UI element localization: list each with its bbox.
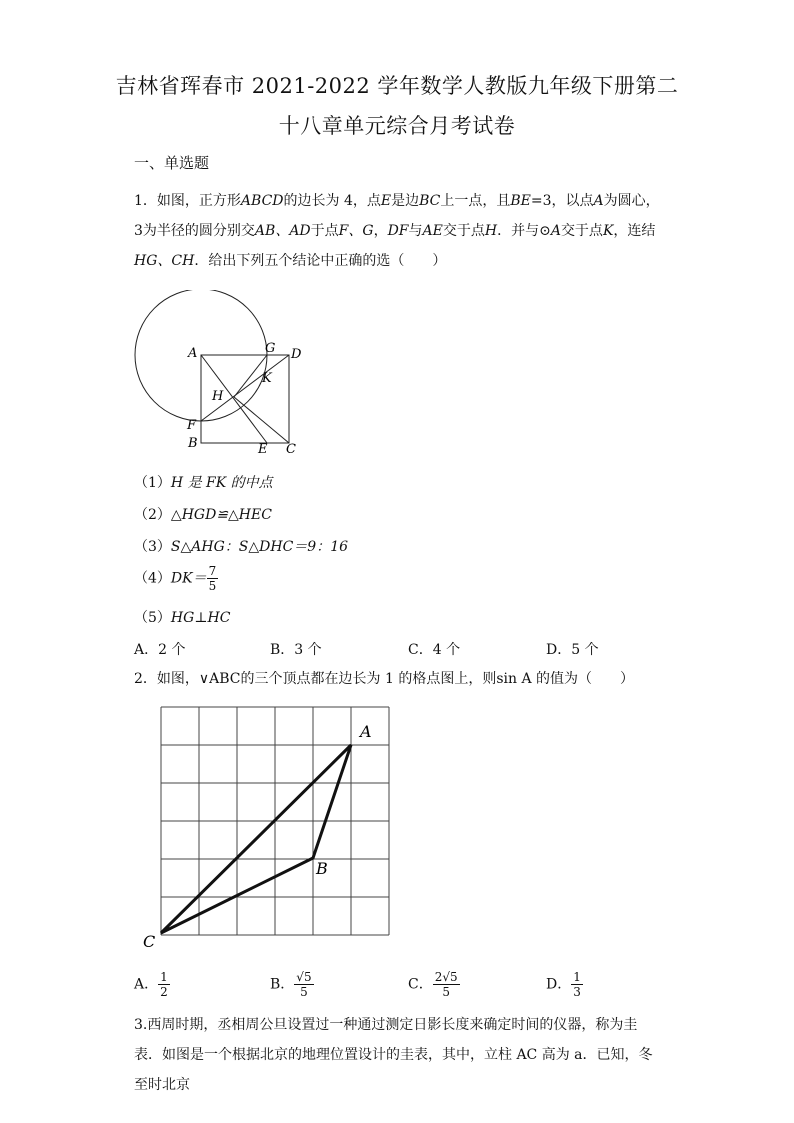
fig1-label: B — [188, 436, 198, 451]
fig1-label: C — [286, 442, 296, 457]
option-c[interactable] — [408, 970, 460, 999]
q1-text-part: ．并与⊙ — [497, 223, 551, 239]
section-heading: 一、单选题 — [134, 154, 210, 172]
question-2-text: 2．如图，∨ABC的三个顶点都在边长为 1 的格点图上，则sin A 的值为（ ） — [134, 671, 635, 687]
q1-text-part: ，连结 — [613, 223, 656, 239]
q1-text-part: 与 — [408, 223, 423, 239]
q2-grid-figure — [140, 700, 400, 950]
fraction-denominator: 2 — [160, 985, 168, 999]
q1-statement-5 — [134, 607, 230, 627]
option-label: B． — [270, 976, 295, 993]
exam-title-line1: 吉林省珲春市 2021-2022 学年数学人教版九年级下册第二 — [115, 74, 679, 98]
q1-text-part: 是边 — [391, 193, 420, 209]
statement-number: （2） — [134, 507, 171, 523]
q1-var: K — [602, 223, 614, 239]
fraction — [433, 970, 460, 999]
q1-text-part: 为圆心，3 — [134, 193, 660, 239]
fraction-numerator: 7 — [208, 564, 217, 578]
q1-var: BE — [510, 193, 531, 209]
q1-var: E — [380, 193, 392, 209]
fraction-denominator: 5 — [300, 985, 308, 999]
fig1-label: A — [188, 346, 198, 361]
q1-var: DF — [387, 223, 409, 239]
fraction — [294, 970, 313, 999]
statement-text: DK＝ — [170, 570, 207, 587]
statement-number: （1） — [134, 475, 171, 491]
fig2-label: C — [143, 932, 156, 950]
fraction-numerator: √5 — [296, 970, 312, 984]
fraction — [571, 970, 583, 999]
option-d[interactable]: D．5 个 — [546, 642, 599, 658]
q1-text-part: 的边长为 4，点 — [283, 193, 381, 209]
q1-var: HG、CH — [134, 253, 195, 269]
q1-statement-3 — [134, 536, 348, 556]
question-3-text: 3.西周时期，丞相周公旦设置过一种通过测定日影长度来确定时间的仪器，称为圭表．如图是一个根据北京的地理位置设计的圭表，其中，立柱 AC 高为 a．已知，冬至时北京 — [134, 1017, 653, 1093]
q1-text-part: ．给出下列五个结论中正确的选（ ） — [194, 253, 447, 269]
q1-geometry-figure — [130, 290, 320, 460]
q1-text-part: =3，以点 — [530, 193, 594, 209]
fraction-numerator: 2√5 — [434, 970, 458, 984]
fig1-label: F — [187, 418, 197, 433]
q1-text-part: 1．如图，正方形 — [134, 193, 241, 209]
q1-var: A — [593, 193, 604, 209]
statement-number: （3） — [134, 539, 171, 555]
q1-var: AE — [422, 223, 443, 239]
option-d[interactable] — [546, 970, 583, 999]
q1-var: AB、AD — [254, 223, 311, 239]
q1-var: A — [550, 223, 561, 239]
statement-number: （5） — [134, 610, 171, 626]
q1-text-part: 为半径的圆分别交 — [142, 223, 255, 239]
fig1-label: E — [258, 442, 268, 457]
statement-text: S△AHG：S△DHC＝9：16 — [170, 539, 349, 555]
question-1-text — [134, 186, 664, 276]
fraction-numerator: 1 — [573, 970, 581, 984]
segment-df — [201, 355, 289, 421]
fraction-denominator: 5 — [442, 985, 450, 999]
option-label: D． — [546, 976, 572, 993]
option-c[interactable]: C．4 个 — [408, 642, 461, 658]
q1-statement-2 — [134, 504, 272, 524]
option-label: C． — [408, 976, 433, 993]
statement-number: （4） — [134, 570, 171, 587]
exam-title-line2: 十八章单元综合月考试卷 — [278, 114, 516, 138]
q1-text-part: ， — [373, 223, 388, 239]
option-b[interactable]: B．3 个 — [270, 642, 322, 658]
statement-text: H 是 FK 的中点 — [170, 475, 273, 491]
q1-var: ABCD — [240, 193, 284, 209]
statement-text: HG⊥HC — [170, 610, 231, 626]
fraction-denominator: 5 — [208, 579, 217, 593]
q1-text-part: 于点 — [310, 223, 339, 239]
option-label: A． — [134, 976, 159, 993]
fig1-label: H — [212, 389, 224, 404]
q1-var: BC — [419, 193, 441, 209]
fig1-label: D — [291, 347, 302, 362]
fraction-denominator: 3 — [573, 985, 581, 999]
option-a[interactable]: A．2 个 — [134, 642, 186, 658]
triangle-abc — [161, 745, 351, 933]
option-b[interactable] — [270, 970, 314, 999]
fig2-label: B — [316, 859, 328, 878]
q1-var: H — [484, 223, 498, 239]
q1-statement-4 — [134, 564, 218, 593]
fig2-label: A — [360, 722, 372, 741]
q1-text-part: 上一点，且 — [440, 193, 511, 209]
fraction-numerator: 1 — [160, 970, 168, 984]
fig1-label: K — [262, 371, 272, 386]
fraction — [207, 564, 219, 593]
q1-statement-1 — [134, 472, 273, 492]
fig1-label: G — [265, 341, 276, 356]
statement-text: △HGD≌△HEC — [170, 507, 272, 523]
q1-text-part: 交于点 — [442, 223, 485, 239]
q1-text-part: 交于点 — [560, 223, 603, 239]
fraction — [158, 970, 170, 999]
q1-var: F、G — [338, 223, 374, 239]
option-a[interactable] — [134, 970, 170, 999]
